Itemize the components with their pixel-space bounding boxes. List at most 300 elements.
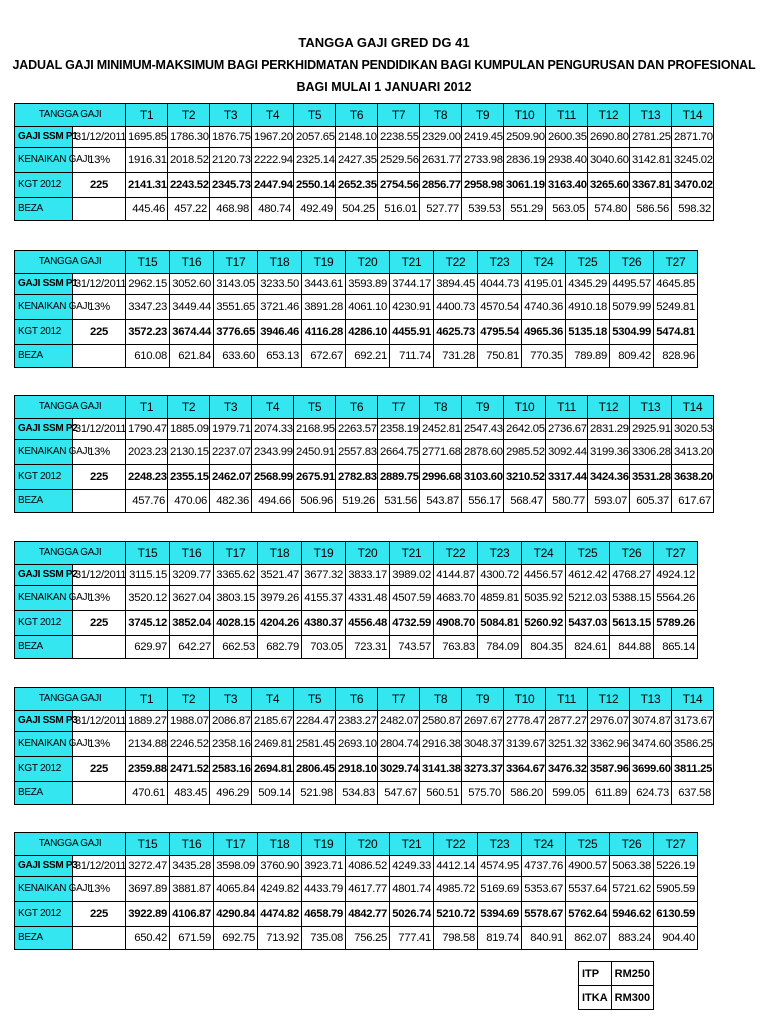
column-header: T18 — [258, 833, 302, 856]
salary-cell: 692.21 — [346, 345, 390, 368]
column-header: T19 — [302, 251, 346, 274]
salary-cell: 521.98 — [294, 782, 336, 805]
salary-cell: 2462.07 — [210, 465, 252, 490]
row-meta: 225 — [73, 465, 126, 490]
salary-cell: 6130.59 — [654, 902, 698, 927]
salary-cell: 4044.73 — [478, 274, 522, 295]
column-header: T10 — [504, 104, 546, 127]
salary-cell: 3272.47 — [126, 856, 170, 877]
salary-cell: 2568.99 — [252, 465, 294, 490]
column-header: T17 — [214, 833, 258, 856]
table-row — [15, 611, 698, 636]
salary-cell: 2918.10 — [336, 757, 378, 782]
salary-cell: 3092.44 — [546, 440, 588, 465]
salary-cell: 2831.29 — [588, 419, 630, 440]
salary-cell: 819.74 — [478, 927, 522, 950]
salary-cell: 2938.40 — [546, 148, 588, 173]
table-row — [15, 198, 714, 221]
salary-cell: 4859.81 — [478, 586, 522, 611]
salary-cell: 3520.12 — [126, 586, 170, 611]
salary-cell: 586.20 — [504, 782, 546, 805]
row-meta: 225 — [73, 757, 126, 782]
row-meta: 31/12/2011 — [73, 856, 126, 877]
salary-cell: 3531.28 — [630, 465, 672, 490]
column-header: T4 — [252, 688, 294, 711]
column-header: T6 — [336, 688, 378, 711]
salary-cell: 4495.57 — [610, 274, 654, 295]
salary-cell: 5564.26 — [654, 586, 698, 611]
salary-cell: 5721.62 — [610, 877, 654, 902]
salary-cell: 457.22 — [168, 198, 210, 221]
column-header: T10 — [504, 688, 546, 711]
table-row — [15, 856, 698, 877]
salary-cell: 4106.87 — [170, 902, 214, 927]
salary-cell: 2358.16 — [210, 732, 252, 757]
salary-cell: 3521.47 — [258, 565, 302, 586]
salary-cell: 4065.84 — [214, 877, 258, 902]
salary-cell: 2471.52 — [168, 757, 210, 782]
salary-cell: 2057.65 — [294, 127, 336, 148]
salary-cell: 2925.91 — [630, 419, 672, 440]
salary-cell: 2238.55 — [378, 127, 420, 148]
salary-cell: 735.08 — [302, 927, 346, 950]
salary-cell: 4842.77 — [346, 902, 390, 927]
column-header: T12 — [588, 104, 630, 127]
salary-cell: 5226.19 — [654, 856, 698, 877]
row-meta: 31/12/2011 — [73, 419, 126, 440]
row-meta — [73, 782, 126, 805]
salary-cell: 2185.67 — [252, 711, 294, 732]
salary-cell: 4965.36 — [522, 320, 566, 345]
allowance-label: ITP — [579, 962, 612, 986]
salary-cell: 629.97 — [126, 636, 170, 659]
salary-cell: 750.81 — [478, 345, 522, 368]
column-header: T6 — [336, 104, 378, 127]
column-header: T20 — [346, 251, 390, 274]
salary-cell: 3173.67 — [672, 711, 714, 732]
salary-cell: 692.75 — [214, 927, 258, 950]
salary-table — [14, 250, 698, 368]
column-header: T1 — [126, 688, 168, 711]
header-label: TANGGA GAJI — [15, 104, 126, 127]
salary-cell: 2693.10 — [336, 732, 378, 757]
column-header: T15 — [126, 251, 170, 274]
salary-cell: 637.58 — [672, 782, 714, 805]
salary-cell: 580.77 — [546, 490, 588, 513]
salary-cell: 3627.04 — [170, 586, 214, 611]
allowance-label: ITKA — [579, 986, 612, 1010]
salary-cell: 598.32 — [672, 198, 714, 221]
salary-cell: 3413.20 — [672, 440, 714, 465]
salary-cell: 633.60 — [214, 345, 258, 368]
salary-cell: 3367.81 — [630, 173, 672, 198]
salary-cell: 543.87 — [420, 490, 462, 513]
salary-cell: 4570.54 — [478, 295, 522, 320]
salary-cell: 568.47 — [504, 490, 546, 513]
salary-cell: 3317.44 — [546, 465, 588, 490]
allowance-row — [579, 962, 654, 986]
salary-cell: 3435.28 — [170, 856, 214, 877]
row-label: BEZA — [15, 636, 73, 659]
salary-cell: 1790.47 — [126, 419, 168, 440]
salary-cell: 4732.59 — [390, 611, 434, 636]
salary-cell: 653.13 — [258, 345, 302, 368]
salary-cell: 2962.15 — [126, 274, 170, 295]
column-header: T26 — [610, 833, 654, 856]
table-row — [15, 782, 714, 805]
header-label: TANGGA GAJI — [15, 396, 126, 419]
salary-cell: 4474.82 — [258, 902, 302, 927]
salary-cell: 4768.27 — [610, 565, 654, 586]
column-header: T11 — [546, 396, 588, 419]
salary-cell: 844.88 — [610, 636, 654, 659]
salary-cell: 599.05 — [546, 782, 588, 805]
salary-cell: 865.14 — [654, 636, 698, 659]
salary-cell: 534.83 — [336, 782, 378, 805]
table-row — [15, 732, 714, 757]
salary-cell: 743.57 — [390, 636, 434, 659]
salary-cell: 3476.32 — [546, 757, 588, 782]
row-label: BEZA — [15, 927, 73, 950]
salary-cell: 711.74 — [390, 345, 434, 368]
column-header: T17 — [214, 251, 258, 274]
column-header: T5 — [294, 396, 336, 419]
salary-table — [14, 832, 698, 950]
table-row — [15, 295, 698, 320]
row-meta: 31/12/2011 — [73, 274, 126, 295]
salary-cell: 3142.81 — [630, 148, 672, 173]
salary-cell: 5394.69 — [478, 902, 522, 927]
salary-cell: 2263.57 — [336, 419, 378, 440]
salary-cell: 2996.68 — [420, 465, 462, 490]
salary-cell: 574.80 — [588, 198, 630, 221]
salary-cell: 804.35 — [522, 636, 566, 659]
column-header: T18 — [258, 251, 302, 274]
row-label: KENAIKAN GAJI — [15, 877, 73, 902]
salary-cell: 5353.67 — [522, 877, 566, 902]
salary-cell: 3803.15 — [214, 586, 258, 611]
salary-cell: 2664.75 — [378, 440, 420, 465]
salary-cell: 3365.62 — [214, 565, 258, 586]
salary-cell: 445.46 — [126, 198, 168, 221]
row-meta: 13% — [73, 440, 126, 465]
salary-cell: 2806.45 — [294, 757, 336, 782]
salary-cell: 770.35 — [522, 345, 566, 368]
salary-cell: 468.98 — [210, 198, 252, 221]
column-header: T7 — [378, 104, 420, 127]
salary-cell: 4795.54 — [478, 320, 522, 345]
salary-cell: 3572.23 — [126, 320, 170, 345]
salary-cell: 3424.36 — [588, 465, 630, 490]
column-header: T4 — [252, 396, 294, 419]
salary-cell: 3449.44 — [170, 295, 214, 320]
salary-cell: 3979.26 — [258, 586, 302, 611]
salary-cell: 2581.45 — [294, 732, 336, 757]
column-header: T14 — [672, 688, 714, 711]
salary-cell: 3744.17 — [390, 274, 434, 295]
row-label: KENAIKAN GAJI — [15, 295, 73, 320]
row-meta: 31/12/2011 — [73, 711, 126, 732]
salary-cell: 2889.75 — [378, 465, 420, 490]
column-header: T1 — [126, 104, 168, 127]
salary-cell: 3209.77 — [170, 565, 214, 586]
salary-cell: 682.79 — [258, 636, 302, 659]
salary-cell: 5210.72 — [434, 902, 478, 927]
salary-cell: 527.77 — [420, 198, 462, 221]
column-header: T12 — [588, 396, 630, 419]
table-row — [15, 877, 698, 902]
salary-cell: 2450.91 — [294, 440, 336, 465]
header-label: TANGGA GAJI — [15, 542, 126, 565]
column-header: T8 — [420, 688, 462, 711]
salary-cell: 4908.70 — [434, 611, 478, 636]
salary-cell: 809.42 — [610, 345, 654, 368]
column-header: T20 — [346, 542, 390, 565]
column-header: T17 — [214, 542, 258, 565]
salary-cell: 3551.65 — [214, 295, 258, 320]
salary-cell: 5212.03 — [566, 586, 610, 611]
salary-table — [14, 687, 714, 805]
salary-cell: 784.09 — [478, 636, 522, 659]
salary-cell: 3029.74 — [378, 757, 420, 782]
salary-cell: 5537.64 — [566, 877, 610, 902]
salary-cell: 2652.35 — [336, 173, 378, 198]
allowance-value: RM300 — [611, 986, 653, 1010]
salary-cell: 519.26 — [336, 490, 378, 513]
salary-cell: 2447.94 — [252, 173, 294, 198]
column-header: T15 — [126, 833, 170, 856]
salary-cell: 611.89 — [588, 782, 630, 805]
salary-cell: 3946.46 — [258, 320, 302, 345]
column-header: T5 — [294, 104, 336, 127]
table-row — [15, 419, 714, 440]
salary-cell: 4801.74 — [390, 877, 434, 902]
salary-cell: 2958.98 — [462, 173, 504, 198]
salary-cell: 4086.52 — [346, 856, 390, 877]
salary-cell: 2329.00 — [420, 127, 462, 148]
salary-cell: 731.28 — [434, 345, 478, 368]
header-label: TANGGA GAJI — [15, 251, 126, 274]
row-label: GAJI SSM P2 — [15, 419, 73, 440]
salary-cell: 1967.20 — [252, 127, 294, 148]
salary-cell: 3674.44 — [170, 320, 214, 345]
salary-cell: 2781.25 — [630, 127, 672, 148]
salary-cell: 3677.32 — [302, 565, 346, 586]
salary-cell: 1916.31 — [126, 148, 168, 173]
salary-cell: 2383.27 — [336, 711, 378, 732]
table-header-row — [15, 833, 698, 856]
salary-cell: 2237.07 — [210, 440, 252, 465]
row-label: GAJI SSM P2 — [15, 565, 73, 586]
document-subtitle: JADUAL GAJI MINIMUM-MAKSIMUM BAGI PERKHIDMATAN PENDIDIKAN BAGI KUMPULAN PENGURUSAN DAN PROFESIONAL — [12, 58, 756, 72]
salary-cell: 3699.60 — [630, 757, 672, 782]
row-meta: 225 — [73, 611, 126, 636]
salary-cell: 2771.68 — [420, 440, 462, 465]
row-meta — [73, 636, 126, 659]
column-header: T15 — [126, 542, 170, 565]
salary-cell: 3210.52 — [504, 465, 546, 490]
salary-cell: 624.73 — [630, 782, 672, 805]
salary-cell: 3638.20 — [672, 465, 714, 490]
salary-cell: 4249.33 — [390, 856, 434, 877]
salary-cell: 1786.30 — [168, 127, 210, 148]
row-meta — [73, 345, 126, 368]
salary-cell: 2419.45 — [462, 127, 504, 148]
column-header: T22 — [434, 251, 478, 274]
salary-cell: 3891.28 — [302, 295, 346, 320]
salary-cell: 610.08 — [126, 345, 170, 368]
column-header: T24 — [522, 833, 566, 856]
row-meta: 13% — [73, 877, 126, 902]
salary-cell: 2836.19 — [504, 148, 546, 173]
salary-cell: 2074.33 — [252, 419, 294, 440]
column-header: T3 — [210, 104, 252, 127]
row-label: KGT 2012 — [15, 902, 73, 927]
salary-cell: 2284.47 — [294, 711, 336, 732]
column-header: T19 — [302, 542, 346, 565]
salary-cell: 1876.75 — [210, 127, 252, 148]
table-row — [15, 345, 698, 368]
table-row — [15, 565, 698, 586]
row-meta — [73, 927, 126, 950]
row-label: GAJI SSM P1 — [15, 274, 73, 295]
table-header-row — [15, 688, 714, 711]
row-label: BEZA — [15, 782, 73, 805]
row-meta: 31/12/2011 — [73, 127, 126, 148]
salary-cell: 4061.10 — [346, 295, 390, 320]
column-header: T25 — [566, 251, 610, 274]
salary-cell: 650.42 — [126, 927, 170, 950]
row-label: BEZA — [15, 198, 73, 221]
salary-cell: 3811.25 — [672, 757, 714, 782]
salary-cell: 5613.15 — [610, 611, 654, 636]
salary-cell: 4230.91 — [390, 295, 434, 320]
column-header: T6 — [336, 396, 378, 419]
salary-cell: 4155.37 — [302, 586, 346, 611]
column-header: T2 — [168, 104, 210, 127]
salary-cell: 593.07 — [588, 490, 630, 513]
salary-cell: 3040.60 — [588, 148, 630, 173]
salary-cell: 723.31 — [346, 636, 390, 659]
salary-cell: 5905.59 — [654, 877, 698, 902]
salary-cell: 3586.25 — [672, 732, 714, 757]
column-header: T14 — [672, 104, 714, 127]
salary-cell: 5260.92 — [522, 611, 566, 636]
salary-cell: 605.37 — [630, 490, 672, 513]
row-label: BEZA — [15, 490, 73, 513]
column-header: T1 — [126, 396, 168, 419]
salary-cell: 2782.83 — [336, 465, 378, 490]
salary-cell: 3443.61 — [302, 274, 346, 295]
salary-cell: 2976.07 — [588, 711, 630, 732]
salary-cell: 531.56 — [378, 490, 420, 513]
column-header: T21 — [390, 251, 434, 274]
column-header: T8 — [420, 104, 462, 127]
table-row — [15, 586, 698, 611]
salary-cell: 3061.19 — [504, 173, 546, 198]
salary-cell: 3141.38 — [420, 757, 462, 782]
salary-cell: 4574.95 — [478, 856, 522, 877]
column-header: T20 — [346, 833, 390, 856]
salary-cell: 1889.27 — [126, 711, 168, 732]
salary-cell: 662.53 — [214, 636, 258, 659]
salary-cell: 4249.82 — [258, 877, 302, 902]
table-header-row — [15, 104, 714, 127]
row-label: GAJI SSM P3 — [15, 856, 73, 877]
column-header: T16 — [170, 833, 214, 856]
salary-cell: 5474.81 — [654, 320, 698, 345]
salary-cell: 5578.67 — [522, 902, 566, 927]
salary-cell: 4116.28 — [302, 320, 346, 345]
salary-cell: 4300.72 — [478, 565, 522, 586]
salary-cell: 3587.96 — [588, 757, 630, 782]
salary-cell: 3347.23 — [126, 295, 170, 320]
salary-cell: 551.29 — [504, 198, 546, 221]
salary-cell: 5304.99 — [610, 320, 654, 345]
allowance-row — [579, 986, 654, 1010]
column-header: T22 — [434, 542, 478, 565]
salary-cell: 2600.35 — [546, 127, 588, 148]
salary-cell: 617.67 — [672, 490, 714, 513]
salary-cell: 2856.77 — [420, 173, 462, 198]
row-meta — [73, 198, 126, 221]
document-header — [0, 32, 768, 98]
column-header: T22 — [434, 833, 478, 856]
salary-cell: 5079.99 — [610, 295, 654, 320]
column-header: T23 — [478, 251, 522, 274]
salary-cell: 1695.85 — [126, 127, 168, 148]
salary-cell: 4658.79 — [302, 902, 346, 927]
salary-cell: 4331.48 — [346, 586, 390, 611]
salary-cell: 2736.67 — [546, 419, 588, 440]
salary-cell: 4910.18 — [566, 295, 610, 320]
salary-cell: 3306.28 — [630, 440, 672, 465]
salary-cell: 547.67 — [378, 782, 420, 805]
salary-cell: 4144.87 — [434, 565, 478, 586]
salary-cell: 2557.83 — [336, 440, 378, 465]
salary-cell: 509.14 — [252, 782, 294, 805]
table-row — [15, 465, 714, 490]
salary-cell: 2916.38 — [420, 732, 462, 757]
column-header: T18 — [258, 542, 302, 565]
salary-cell: 3989.02 — [390, 565, 434, 586]
column-header: T12 — [588, 688, 630, 711]
salary-cell: 840.91 — [522, 927, 566, 950]
salary-cell: 457.76 — [126, 490, 168, 513]
salary-cell: 4737.76 — [522, 856, 566, 877]
row-label: KENAIKAN GAJI — [15, 732, 73, 757]
column-header: T4 — [252, 104, 294, 127]
salary-cell: 2120.73 — [210, 148, 252, 173]
column-header: T9 — [462, 396, 504, 419]
salary-cell: 482.36 — [210, 490, 252, 513]
column-header: T13 — [630, 688, 672, 711]
salary-cell: 2675.91 — [294, 465, 336, 490]
row-label: KGT 2012 — [15, 757, 73, 782]
salary-cell: 2878.60 — [462, 440, 504, 465]
salary-cell: 3852.04 — [170, 611, 214, 636]
salary-cell: 563.05 — [546, 198, 588, 221]
salary-cell: 470.06 — [168, 490, 210, 513]
header-label: TANGGA GAJI — [15, 688, 126, 711]
column-header: T5 — [294, 688, 336, 711]
salary-cell: 5789.26 — [654, 611, 698, 636]
salary-cell: 3776.65 — [214, 320, 258, 345]
salary-cell: 2018.52 — [168, 148, 210, 173]
salary-cell: 3273.37 — [462, 757, 504, 782]
salary-cell: 2148.10 — [336, 127, 378, 148]
salary-cell: 3233.50 — [258, 274, 302, 295]
